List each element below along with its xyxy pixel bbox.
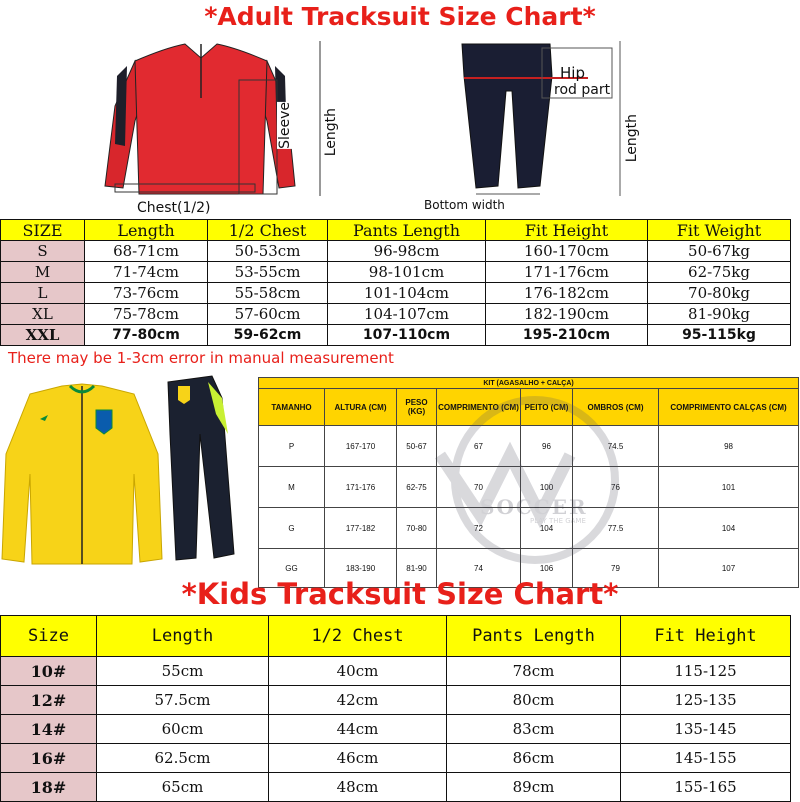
length-cell: 75-78cm [85, 304, 208, 325]
kit-size-table [258, 377, 799, 588]
kit-header-comprimento-calcas: COMPRIMENTO CALÇAS (CM) [659, 389, 799, 426]
header-length: Length [85, 220, 208, 241]
watermark-brand: SOCCER [480, 495, 588, 519]
size-cell: 18# [1, 773, 97, 802]
fit-weight-cell: 81-90kg [648, 304, 791, 325]
kids-header-fit-height: Fit Height [621, 616, 791, 657]
jacket-length-label: Length [323, 108, 339, 157]
kit-cell: 183-190 [325, 549, 397, 588]
kids-header-chest: 1/2 Chest [269, 616, 447, 657]
table-row [1, 262, 791, 283]
length-cell: 68-71cm [85, 241, 208, 262]
kit-header-tamanho: TAMANHO [259, 389, 325, 426]
header-size: SIZE [1, 220, 85, 241]
kit-cell: 81-90 [397, 549, 437, 588]
kit-cell: 167-170 [325, 426, 397, 467]
kit-header-peito: PEITO (CM) [521, 389, 573, 426]
adult-size-table [0, 219, 791, 346]
length-cell: 55cm [97, 657, 269, 686]
kit-header-ombros: OMBROS (CM) [573, 389, 659, 426]
error-note: There may be 1-3cm error in manual measurement [8, 349, 394, 367]
kit-cell: 107 [659, 549, 799, 588]
pants-length-cell: 80cm [447, 686, 621, 715]
jacket-diagram [95, 36, 365, 216]
fit-height-cell: 125-135 [621, 686, 791, 715]
kit-title: KIT (AGASALHO + CALÇA) [259, 378, 799, 389]
fit-height-cell: 145-155 [621, 744, 791, 773]
chest-cell: 48cm [269, 773, 447, 802]
table-row [1, 657, 791, 686]
fit-height-cell: 182-190cm [486, 304, 648, 325]
chest-cell: 59-62cm [208, 325, 328, 346]
kit-cell: 76 [573, 467, 659, 508]
kit-cell: 171-176 [325, 467, 397, 508]
length-cell: 62.5cm [97, 744, 269, 773]
chest-cell: 57-60cm [208, 304, 328, 325]
pants-length-cell: 86cm [447, 744, 621, 773]
kids-header-pants-length: Pants Length [447, 616, 621, 657]
kit-cell: 101 [659, 467, 799, 508]
header-fit-weight: Fit Weight [648, 220, 791, 241]
chest-cell: 42cm [269, 686, 447, 715]
kit-cell: 100 [521, 467, 573, 508]
kit-size-cell: G [259, 508, 325, 549]
pants-length-cell: 98-101cm [328, 262, 486, 283]
bottom-width-label: Bottom width [424, 198, 505, 212]
fit-height-cell: 176-182cm [486, 283, 648, 304]
kit-cell: 62-75 [397, 467, 437, 508]
header-pants-length: Pants Length [328, 220, 486, 241]
fit-weight-cell: 50-67kg [648, 241, 791, 262]
kit-header-peso: PESO (KG) [397, 389, 437, 426]
watermark-tag: PLAY THE GAME [530, 517, 586, 525]
pants-length-cell: 107-110cm [328, 325, 486, 346]
table-row [1, 304, 791, 325]
length-cell: 57.5cm [97, 686, 269, 715]
pants-length-cell: 104-107cm [328, 304, 486, 325]
brazil-kit-image [0, 374, 258, 574]
chest-cell: 55-58cm [208, 283, 328, 304]
kit-cell: 104 [659, 508, 799, 549]
yellow-jacket-pants-icon [0, 374, 258, 574]
size-cell: XL [1, 304, 85, 325]
table-row [259, 467, 799, 508]
chest-cell: 46cm [269, 744, 447, 773]
fit-height-cell: 115-125 [621, 657, 791, 686]
pants-length-label: Length [624, 114, 640, 163]
kit-cell: 50-67 [397, 426, 437, 467]
size-cell: XXL [1, 325, 85, 346]
header-fit-height: Fit Height [486, 220, 648, 241]
table-row [259, 426, 799, 467]
adult-chart-title: *Adult Tracksuit Size Chart* [204, 2, 596, 31]
kit-header-row [259, 389, 799, 426]
kit-cell: 74.5 [573, 426, 659, 467]
chest-cell: 44cm [269, 715, 447, 744]
table-row [1, 773, 791, 802]
kit-cell: 79 [573, 549, 659, 588]
size-cell: 10# [1, 657, 97, 686]
fit-height-cell: 155-165 [621, 773, 791, 802]
pants-length-cell: 101-104cm [328, 283, 486, 304]
kit-size-cell: M [259, 467, 325, 508]
size-cell: L [1, 283, 85, 304]
kit-cell: 70-80 [397, 508, 437, 549]
kids-header-length: Length [97, 616, 269, 657]
table-row [1, 241, 791, 262]
hip-label: Hip [560, 64, 585, 82]
length-cell: 71-74cm [85, 262, 208, 283]
kit-cell: 96 [521, 426, 573, 467]
size-cell: 12# [1, 686, 97, 715]
kit-size-cell: GG [259, 549, 325, 588]
table-row [1, 715, 791, 744]
kit-cell: 74 [437, 549, 521, 588]
table-row [1, 325, 791, 346]
kids-size-table [0, 615, 791, 802]
length-cell: 60cm [97, 715, 269, 744]
size-cell: S [1, 241, 85, 262]
size-cell: 14# [1, 715, 97, 744]
table-row [1, 744, 791, 773]
kids-chart-title: *Kids Tracksuit Size Chart* [181, 577, 619, 611]
kids-header-row [1, 616, 791, 657]
length-cell: 65cm [97, 773, 269, 802]
fit-height-cell: 160-170cm [486, 241, 648, 262]
pants-length-cell: 89cm [447, 773, 621, 802]
kids-header-size: Size [1, 616, 97, 657]
size-cell: 16# [1, 744, 97, 773]
table-row [259, 508, 799, 549]
pants-length-cell: 78cm [447, 657, 621, 686]
pants-length-cell: 83cm [447, 715, 621, 744]
length-cell: 73-76cm [85, 283, 208, 304]
fit-height-cell: 135-145 [621, 715, 791, 744]
kit-cell: 67 [437, 426, 521, 467]
fit-weight-cell: 70-80kg [648, 283, 791, 304]
pants-diagram [420, 36, 670, 216]
pants-length-cell: 96-98cm [328, 241, 486, 262]
header-chest: 1/2 Chest [208, 220, 328, 241]
chest-cell: 40cm [269, 657, 447, 686]
fit-weight-cell: 95-115kg [648, 325, 791, 346]
kit-cell: 72 [437, 508, 521, 549]
rod-part-label: rod part [554, 82, 611, 98]
chest-cell: 53-55cm [208, 262, 328, 283]
kit-cell: 106 [521, 549, 573, 588]
table-row [1, 283, 791, 304]
kit-cell: 77.5 [573, 508, 659, 549]
sleeve-label: Sleeve [277, 102, 293, 149]
fit-weight-cell: 62-75kg [648, 262, 791, 283]
chest-cell: 50-53cm [208, 241, 328, 262]
kit-header-altura: ALTURA (CM) [325, 389, 397, 426]
chest-label: Chest(1/2) [137, 200, 211, 216]
kit-cell: 177-182 [325, 508, 397, 549]
kit-cell: 98 [659, 426, 799, 467]
kit-size-cell: P [259, 426, 325, 467]
size-cell: M [1, 262, 85, 283]
kit-title-row [259, 378, 799, 389]
adult-header-row [1, 220, 791, 241]
fit-height-cell: 195-210cm [486, 325, 648, 346]
table-row [1, 686, 791, 715]
kit-header-comprimento: COMPRIMENTO (CM) [437, 389, 521, 426]
kit-cell: 70 [437, 467, 521, 508]
length-cell: 77-80cm [85, 325, 208, 346]
kit-cell: 104 [521, 508, 573, 549]
fit-height-cell: 171-176cm [486, 262, 648, 283]
